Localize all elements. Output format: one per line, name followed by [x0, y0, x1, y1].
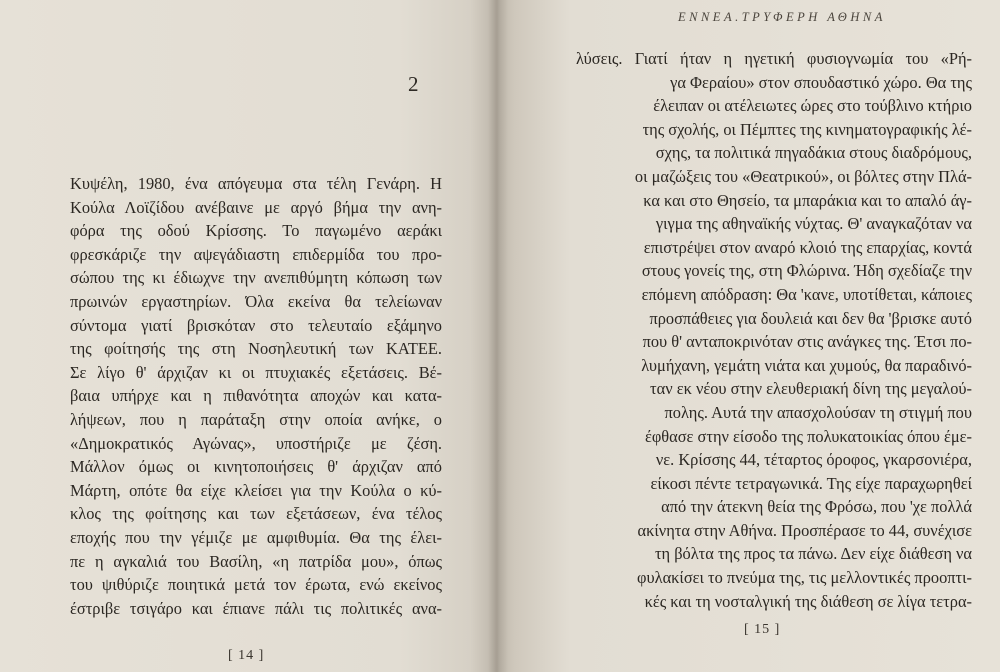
text-line: από την άτεκνη θεία της Φρόσω, που 'χε πολλά: [661, 497, 972, 517]
text-line: λήψεων, που η παράταξη στην οποία ανήκε, ο: [70, 409, 442, 429]
text-line: ταν εκ νέου στην ελευθεριακή δίνη της μεγαλού-: [650, 379, 972, 399]
text-line: κλος της φοίτησης και των εξετάσεων, ένα τέλος: [70, 504, 442, 524]
text-line: φρεσκάριζε την αψεγάδιαστη επιδερμίδα του προ-: [70, 244, 442, 264]
text-line: βαια υπήρχε και η πιθανότητα αποχών και κατα-: [70, 386, 442, 406]
text-line: πε η αγκαλιά του Βασίλη, «η πατρίδα μου», όπως: [70, 551, 442, 571]
right-page-body: [576, 47, 972, 613]
chapter-number: 2: [408, 72, 419, 96]
text-line: πολης. Αυτά την απασχολούσαν τη στιγμή που: [664, 402, 972, 422]
text-line: έστριβε τσιγάρο και έπιανε πάλι τις πολιτικές ανα-: [70, 598, 442, 618]
text-line: λυμήχανη, γεμάτη νιάτα και χυμούς, θα παραδινό-: [641, 355, 972, 375]
text-line: Σε λίγο θ' άρχιζαν κι οι πτυχιακές εξετάσεις. Βέ-: [70, 362, 442, 382]
text-line: προσπάθειες για δουλειά και δεν θα 'βρισκε αυτό: [649, 308, 972, 328]
text-line: οι μαζώξεις του «Θεατρικού», οι βόλτες στην Πλά-: [634, 166, 972, 186]
text-line: Κούλα Λοϊζίδου ανέβαινε με αργό βήμα την ανη-: [70, 197, 442, 217]
page-number: [ 15 ]: [744, 622, 781, 637]
text-line: λύσεις. Γιατί ήταν η ηγετική φυσιογνωμία του «Ρή-: [576, 49, 972, 68]
page-number: [ 14 ]: [228, 648, 265, 663]
text-line: στους γονείς της, στη Φλώρινα. Ήδη σχεδίαζε την: [641, 261, 972, 281]
text-line: είκοσι πέντε τετραγωνικά. Της είχε παραχωρηθεί: [650, 473, 972, 493]
left-page-body: [70, 172, 442, 620]
text-line: φυλακίσει το πνεύμα της, τις μελλοντικές προοπτι-: [637, 568, 972, 588]
text-line: εποχής που την γέμιζε με αμφιθυμία. Θα της έλει-: [70, 527, 442, 547]
text-line: Μάρτη, οπότε θα είχε κλείσει για την Κούλα ο κύ-: [70, 480, 442, 500]
text-line: της σχολής, οι Πέμπτες της κινηματογραφικής λέ-: [642, 119, 972, 139]
text-line: γα Φεραίου» στον σπουδαστικό χώρο. Θα της: [670, 72, 972, 92]
text-line: πρωινών εργαστηρίων. Όλα εκείνα θα τελείωναν: [70, 291, 442, 311]
text-line: γιγμα της αθηναϊκής νύχτας. Θ' αναγκαζόταν να: [655, 214, 972, 234]
text-line: Κυψέλη, 1980, ένα απόγευμα στα τέλη Γενάρη. Η: [70, 174, 442, 193]
text-line: κα και στο Θησείο, τα μπαράκια και το απαλό άγ-: [643, 190, 972, 210]
text-line: «Δημοκρατικός Αγώνας», υποστήριζε με ζέση.: [70, 433, 442, 453]
left-page: [0, 0, 490, 672]
text-line: έφθασε στην είσοδο της πολυκατοικίας όπου έμε-: [644, 426, 972, 446]
text-line: επόμενη απόδραση: Θα 'κανε, υποτίθεται, κάποιες: [641, 284, 972, 304]
text-line: ακίνητα στην Αθήνα. Προσπέρασε το 44, συνέχισε: [637, 520, 972, 540]
text-line: Μάλλον όμως οι κινητοποιήσεις θ' άρχιζαν από: [70, 457, 442, 477]
text-line: σχης, τα πολιτικά πηγαδάκια στους διαδρόμους,: [655, 143, 972, 163]
text-line: επιστρέψει στον αναρό κλοιό της επαρχίας, κοντά: [643, 237, 972, 257]
text-line: τη βόλτα της προς τα πάνω. Δεν είχε διάθεση να: [654, 544, 972, 564]
text-line: που θ' ανταποκρινόταν στις ανάγκες της. Έτσι πο-: [642, 332, 972, 352]
book-gutter: [488, 0, 508, 672]
text-line: της φοίτησής της στη Νοσηλευτική των ΚΑΤΕΕ.: [70, 339, 442, 359]
text-line: έλειπαν οι ατέλειωτες ώρες στο τούβλινο κτήριο: [653, 96, 972, 116]
text-line: κές και τη νοσταλγική της διάθεση σε λίγα τετρα-: [644, 591, 972, 611]
text-line: φόρα της οδού Κρίσσης. Το παγωμένο αεράκι: [70, 221, 442, 241]
text-line: νε. Κρίσσης 44, τέταρτος όροφος, γκαρσονιέρα,: [655, 450, 972, 470]
running-head: ΕΝΝΕΑ.ΤΡΥΦΕΡΗ ΑΘΗΝΑ: [678, 10, 886, 24]
right-page: [506, 0, 1000, 672]
text-line: του ψιθύριζε ποιητικά μετά τον έρωτα, ενώ εκείνος: [70, 575, 442, 595]
text-line: σώπου της κι έδιωχνε την ανεπιθύμητη κόπωση των: [70, 268, 442, 288]
text-line: σύντομα γιατί βρισκόταν στο τελευταίο εξάμηνο: [70, 315, 442, 335]
